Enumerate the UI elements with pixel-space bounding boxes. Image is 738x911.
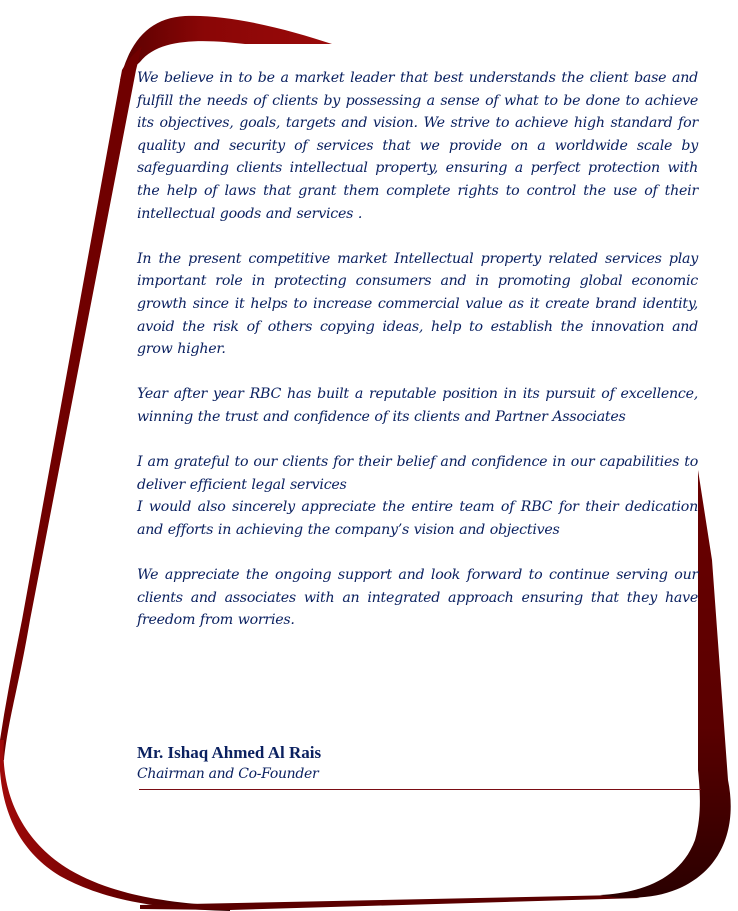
paragraph-closing: We appreciate the ongoing support and look forward to continue serving our clients and associates with an integrated approach ensuring that they have freedom from worries. <box>137 567 698 629</box>
signature-block <box>137 742 698 784</box>
paragraph-gratitude-team: I would also sincerely appreciate the entire team of RBC for their dedication and efforts in achieving the company’s vision and objectives <box>137 499 698 538</box>
letter-body <box>137 67 698 654</box>
paragraph-market: In the present competitive market Intellectual property related services play important role in protecting consumers and in promoting global economic growth since it helps to increase commercial value as it create brand identity, avoid the risk of others copying ideas, help to establish the innovation and grow higher. <box>137 250 698 358</box>
paragraph-gratitude-clients: I am grateful to our clients for their belief and confidence in our capabilities to deliver efficient legal services <box>137 454 698 493</box>
signature-divider <box>139 789 701 790</box>
paragraph-mission: We believe in to be a market leader that best understands the client base and fulfill the needs of clients by possessing a sense of what to be done to achieve its objectives, goals, targets and vision. We strive to achieve high standard for quality and security of services that we provide on a worldwide scale by safeguarding clients intellectual property, ensuring a perfect protection with the help of laws that grant them complete rights to control the use of their intellectual goods and services . <box>137 70 698 222</box>
ribbon-left <box>0 46 142 760</box>
signatory-title: Chairman and Co-Founder <box>137 766 319 782</box>
ribbon-bottom <box>140 895 640 910</box>
signatory-name: Mr. Ishaq Ahmed Al Rais <box>137 743 322 762</box>
paragraph-reputation: Year after year RBC has built a reputable position in its pursuit of excellence, winning the trust and confidence of its clients and Partner Associates <box>137 386 698 425</box>
